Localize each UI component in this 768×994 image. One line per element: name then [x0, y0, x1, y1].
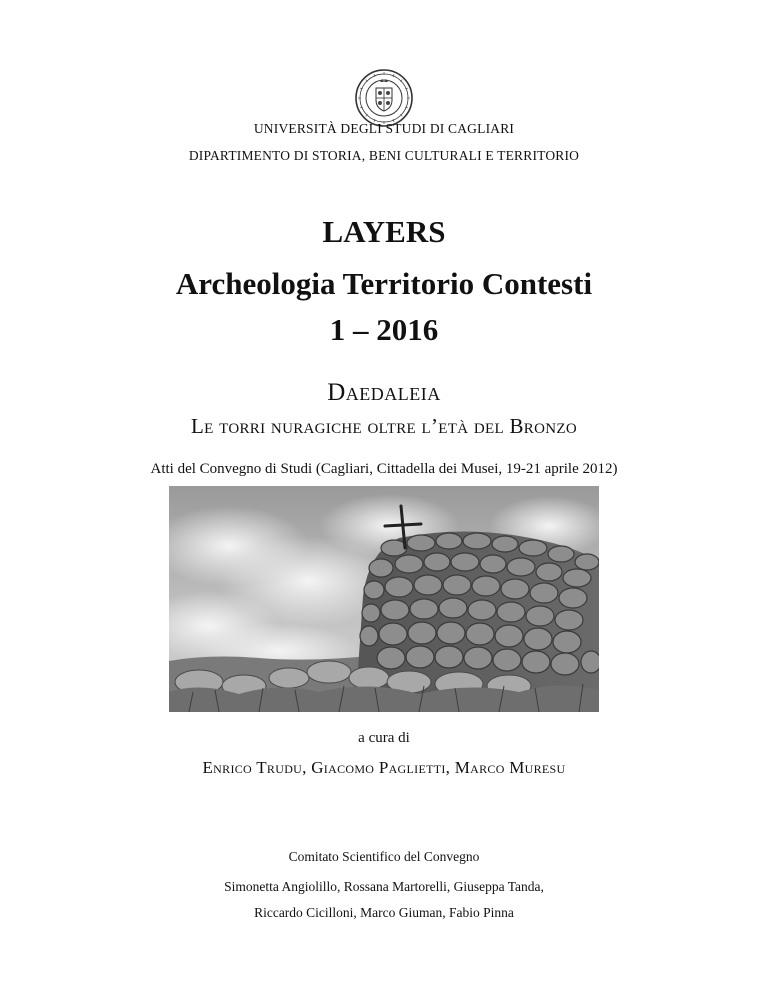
volume-subtitle: Le torri nuragiche oltre l’età del Bronzo	[191, 414, 577, 438]
volume-series-title: Daedaleia	[327, 379, 441, 406]
committee-title: Comitato Scientifico del Convegno	[288, 849, 480, 864]
department-name: DIPARTIMENTO DI STORIA, BENI CULTURALI E TERRITORIO	[188, 148, 580, 163]
editors-label: a cura di	[358, 730, 410, 746]
committee-members-line-1: Simonetta Angiolillo, Rossana Martorelli, Giuseppa Tanda,	[224, 879, 544, 894]
journal-issue: 1 – 2016	[329, 312, 439, 347]
proceedings-note: Atti del Convegno di Studi (Cagliari, Cittadella dei Musei, 19-21 aprile 2012)	[150, 461, 618, 477]
editors-names: Enrico Trudu, Giacomo Paglietti, Marco Muresu	[202, 758, 566, 777]
journal-subtitle: Archeologia Territorio Contesti	[175, 266, 593, 301]
committee-members-line-2: Riccardo Cicilloni, Marco Giuman, Fabio Pinna	[254, 905, 514, 920]
university-name: UNIVERSITÀ DEGLI STUDI DI CAGLIARI	[253, 121, 515, 136]
university-seal-icon	[354, 68, 414, 128]
journal-title: LAYERS	[322, 214, 446, 249]
nuraghe-photo	[169, 486, 599, 712]
